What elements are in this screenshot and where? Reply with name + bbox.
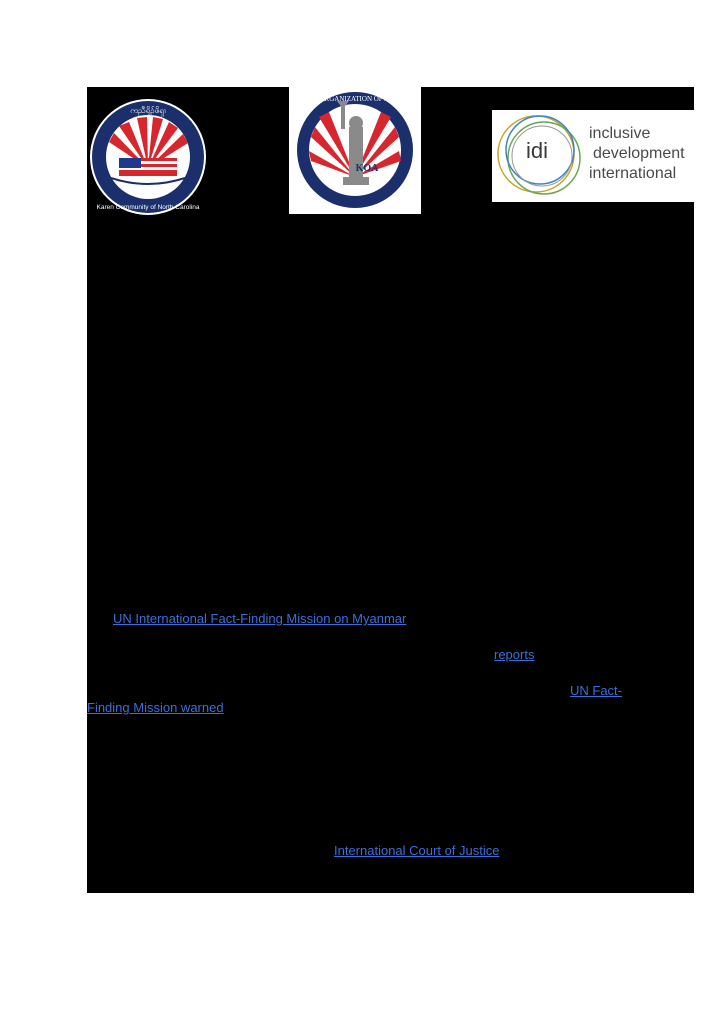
international-court-of-justice-link[interactable]: International Court of Justice [334,843,500,858]
koa-ring-text: KAREN ORGANIZATION OF AMERICA [293,95,417,103]
idi-wordmark [589,124,693,184]
karen-community-nc-logo [89,98,207,216]
idi-line3: international [589,165,677,182]
koa-seal-icon [289,87,421,214]
karen-organization-of-america-logo [289,87,421,214]
fact-finding-mission-link[interactable]: UN International Fact-Finding Mission on Myanmar [113,611,407,626]
kcnc-script-text: ကညီၡိၣ်ဖိၡၢ [130,106,166,115]
kcnc-seal-icon [89,98,207,216]
un-fact-finding-link-part1[interactable]: UN Fact- [570,683,622,698]
idi-line2: development [593,145,685,162]
idi-mark-text: idi [526,138,549,163]
idi-logo [492,110,694,202]
reports-link[interactable]: reports [494,647,535,662]
kcnc-ring-text: Karen Community of North Carolina [96,204,200,211]
koa-center-text: KOA [355,163,379,174]
un-fact-finding-link-part2[interactable]: Finding Mission warned [87,700,224,715]
idi-line1: inclusive [589,125,651,142]
